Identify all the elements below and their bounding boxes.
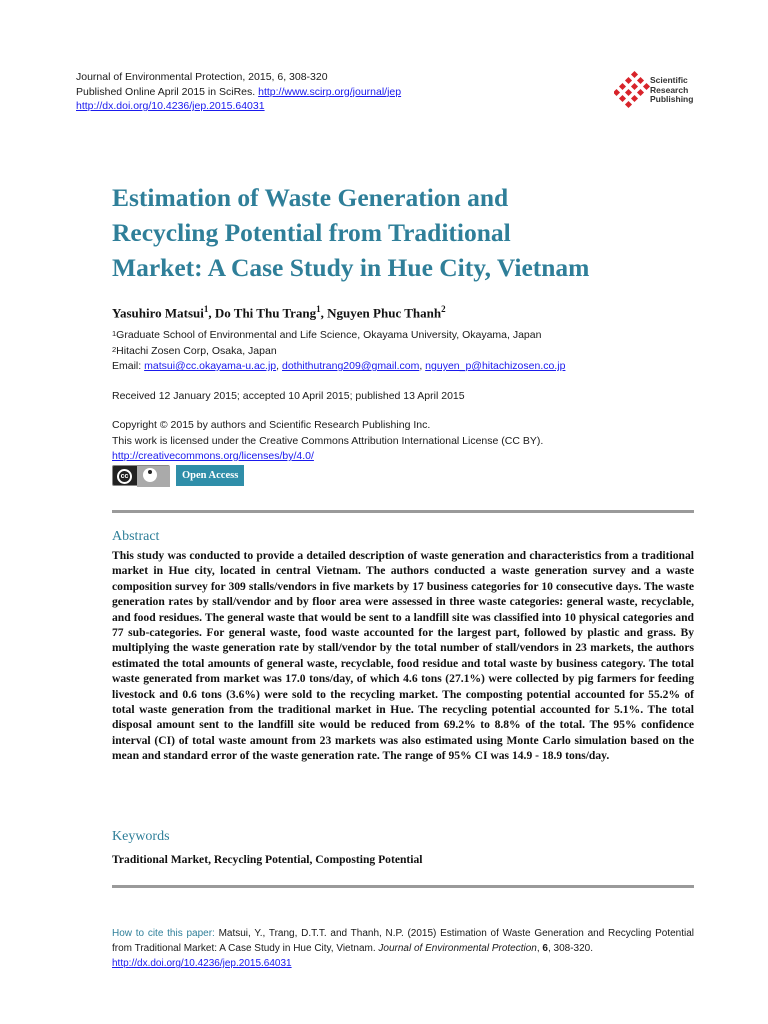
cc-circle-icon: cc — [117, 469, 132, 484]
author-3-sup: 2 — [441, 304, 446, 314]
published-prefix: Published Online April 2015 in SciRes. — [76, 85, 256, 98]
license-url-line — [112, 449, 543, 465]
divider-top — [112, 510, 694, 513]
affiliation-1 — [112, 328, 565, 344]
email-link-3[interactable]: nguyen_p@hitachizosen.co.jp — [425, 360, 566, 372]
author-1-sup: 1 — [203, 304, 209, 314]
abstract-heading: Abstract — [112, 529, 160, 544]
doi-link[interactable]: http://dx.doi.org/10.4236/jep.2015.64031 — [76, 100, 265, 112]
cite-journal: Journal of Environmental Protection — [378, 943, 537, 954]
cite-doi-link[interactable]: http://dx.doi.org/10.4236/jep.2015.64031 — [112, 958, 292, 969]
affiliations — [112, 328, 565, 375]
email-link-2[interactable]: dothithutrang209@gmail.com — [282, 360, 420, 372]
copyright-block — [112, 418, 543, 465]
by-person-icon — [143, 468, 157, 482]
license-link[interactable]: http://creativecommons.org/licenses/by/4.0/ — [112, 450, 314, 462]
doi-line — [76, 99, 401, 114]
email-link-1[interactable]: matsui@cc.okayama-u.ac.jp — [144, 360, 277, 372]
author-3: Nguyen Phuc Thanh — [327, 305, 442, 321]
how-to-cite: How to cite this paper: Matsui, Y., Trang, D.T.T. and Thanh, N.P. (2015) Estimation of Waste Generation and Recycling Potential from Traditional Market: A Case Study in Hue City, Vietnam. Journal of Environmental Protection, 6, 308-320. http://dx.doi.org/10.4236/jep.2015.64031 — [112, 928, 695, 969]
affiliation-2-sup: 2 — [112, 344, 117, 354]
keywords-heading: Keywords — [112, 829, 170, 844]
cite-text: Matsui, Y., Trang, D.T.T. and Thanh, N.P. (2015) Estimation of Waste Generation and Recycling Potential from Traditional Market: A Case Study in Hue City, Vietnam. — [112, 928, 695, 954]
journal-url-link[interactable]: http://www.scirp.org/journal/jep — [258, 85, 402, 98]
affiliation-1-sup: 1 — [112, 329, 117, 338]
logo-line-3: Publishing — [650, 94, 694, 104]
logo-line-2: Research — [650, 84, 689, 95]
affiliation-2-text: Hitachi Zosen Corp, Osaka, Japan — [116, 344, 277, 357]
paper-title — [112, 180, 692, 285]
license-line: This work is licensed under the Creative Commons Attribution International License (CC BY). — [112, 434, 544, 447]
abstract-text: This study was conducted to provide a detailed description of waste generation and characteristics from a traditional market in Hue city, located in central Vietnam. The authors conducted a waste generation survey and a waste composition survey for 309 stalls/vendors in five markets by 17 business categories for 10 consecutive days. The waste generation rates by stall/vendor and by floor area were assessed in three waste categories: general waste, recyclable, and food residues. The general waste that would be sent to a landfill site was classified into 10 physical categories and 77 sub-categories. For general waste, food waste accounted for the largest part, followed by plastic and grass. By multiplying the waste generation rate by stall/vendor by the total number of stall/vendors in 23 markets, the authors estimated the total amounts of general waste, recyclable, food residue and total waste by business category. The total waste generated from market was 17.0 tons/day, of which 4.6 tons (27.1%) were collected by pig farmers for feeding livestock and 0.6 tons (3.6%) were sold to the recycling market. The composting potential accounted for 55.2% of total waste generation from the traditional market in Hue. The recycling potential accounted for 5.1%. The total disposal amount sent to the landfill site would be reduced from 69.2% to 8.8% of the total. The 95% confidence interval (CI) of total waste amount from 23 markets was also estimated using Monte Carlo simulation based on the mean and standard error of the waste generation rate. The range of 95% CI was 14.9 - 18.9 tons/day. — [112, 549, 694, 763]
divider-bottom — [112, 885, 694, 888]
title-line-3: Market: A Case Study in Hue City, Vietnam — [112, 253, 590, 282]
author-list: Yasuhiro Matsui$^1$, Do Thi Thu Trang$^1$, Nguyen Phuc Thanh$^2$ — [112, 304, 446, 321]
cite-volume: 6 — [542, 943, 548, 954]
copyright-line: Copyright © 2015 by authors and Scientific Research Publishing Inc. — [112, 419, 431, 431]
email-line: Email: matsui@cc.okayama-u.ac.jp, dothithutrang209@gmail.com, nguyen_p@hitachizosen.co.jp — [112, 360, 566, 372]
title-line-1: Estimation of Waste Generation and — [112, 183, 509, 212]
publication-dates: Received 12 January 2015; accepted 10 April 2015; published 13 April 2015 — [112, 390, 465, 402]
author-2: Do Thi Thu Trang — [214, 305, 317, 321]
cite-label: How to cite this paper: — [112, 928, 215, 939]
journal-header — [76, 70, 401, 114]
cite-pages: 308-320. — [553, 943, 594, 954]
cc-by-badge-icon[interactable] — [112, 465, 170, 486]
journal-citation-line: Journal of Environmental Protection, 2015, 6, 308-320 — [76, 71, 328, 83]
affiliation-1-text: Graduate School of Environmental and Life Science, Okayama University, Okayama, Japan — [116, 329, 542, 341]
author-1: Yasuhiro Matsui — [112, 305, 204, 321]
email-label: Email: — [112, 360, 142, 372]
keywords-text: Traditional Market, Recycling Potential, Composting Potential — [112, 853, 423, 866]
published-online-line — [76, 85, 401, 100]
title-line-2: Recycling Potential from Traditional — [112, 218, 511, 247]
scirp-logo-text — [650, 76, 693, 105]
logo-line-1: Scientific — [650, 75, 688, 85]
author-2-sup: 1 — [316, 304, 321, 314]
open-access-badge[interactable]: Open Access — [176, 465, 244, 486]
affiliation-2 — [112, 344, 565, 360]
